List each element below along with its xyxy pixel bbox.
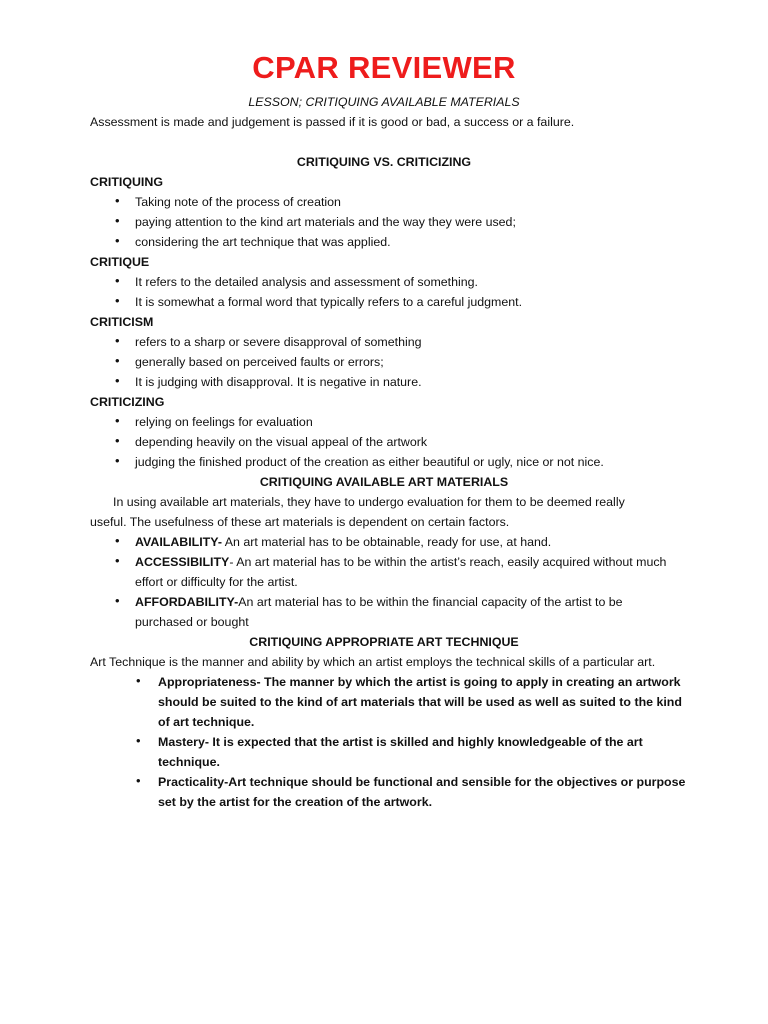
list-item: paying attention to the kind art materials and the way they were used; <box>135 215 516 229</box>
definition-continuation: effort or difficulty for the artist. <box>135 575 298 589</box>
definition-text: - An art material has to be within the artist’s reach, easily acquired without much <box>229 555 667 569</box>
section-heading-available-materials: CRITIQUING AVAILABLE ART MATERIALS <box>259 475 509 489</box>
bullet-icon: • <box>115 433 120 448</box>
heading-critique: CRITIQUE <box>90 255 150 269</box>
definition-text: An art material has to be within the financial capacity of the artist to be <box>238 595 623 609</box>
list-item-bold: Mastery- It is expected that the artist is skilled and highly knowledgeable of the art <box>158 735 643 749</box>
list-item: considering the art technique that was applied. <box>135 235 391 249</box>
bullet-icon: • <box>115 193 120 208</box>
heading-criticism: CRITICISM <box>90 315 154 329</box>
list-item-bold: should be suited to the kind of art materials that will be used as well as suited to the kind <box>158 695 682 709</box>
paragraph-line: In using available art materials, they have to undergo evaluation for them to be deemed really <box>113 495 625 509</box>
term-accessibility: ACCESSIBILITY <box>135 555 230 569</box>
paragraph-line: Art Technique is the manner and ability by which an artist employs the technical skills of a particular art. <box>90 655 656 669</box>
definition-continuation: purchased or bought <box>135 615 249 629</box>
list-item: It is somewhat a formal word that typically refers to a careful judgment. <box>135 295 523 309</box>
list-item: depending heavily on the visual appeal of the artwork <box>135 435 428 449</box>
bullet-icon: • <box>136 733 141 748</box>
list-item: refers to a sharp or severe disapproval of something <box>135 335 422 349</box>
bullet-icon: • <box>115 553 120 568</box>
term-affordability: AFFORDABILITY- <box>135 595 239 609</box>
section-heading-art-technique: CRITIQUING APPROPRIATE ART TECHNIQUE <box>249 635 519 649</box>
list-item <box>135 555 666 569</box>
bullet-icon: • <box>136 773 141 788</box>
bullet-icon: • <box>115 533 120 548</box>
bullet-icon: • <box>115 453 120 468</box>
list-item-bold: Practicality-Art technique should be functional and sensible for the objectives or purpose <box>158 775 686 789</box>
intro-text: Assessment is made and judgement is passed if it is good or bad, a success or a failure. <box>90 115 575 129</box>
list-item <box>135 535 551 549</box>
list-item-bold: technique. <box>158 755 220 769</box>
page-title: CPAR REVIEWER <box>252 50 516 85</box>
list-item: It refers to the detailed analysis and assessment of something. <box>135 275 478 289</box>
bullet-icon: • <box>115 373 120 388</box>
paragraph-line: useful. The usefulness of these art materials is dependent on certain factors. <box>90 515 510 529</box>
bullet-icon: • <box>136 673 141 688</box>
bullet-icon: • <box>115 273 120 288</box>
list-item: It is judging with disapproval. It is negative in nature. <box>135 375 422 389</box>
bullet-icon: • <box>115 593 120 608</box>
bullet-icon: • <box>115 233 120 248</box>
heading-critiquing: CRITIQUING <box>90 175 163 189</box>
list-item: judging the finished product of the creation as either beautiful or ugly, nice or not nice. <box>135 455 604 469</box>
list-item <box>135 595 623 609</box>
list-item-bold: set by the artist for the creation of the artwork. <box>158 795 433 809</box>
definition-text: An art material has to be obtainable, ready for use, at hand. <box>221 535 552 549</box>
term-availability: AVAILABILITY- <box>135 535 222 549</box>
list-item-bold: Appropriateness- The manner by which the artist is going to apply in creating an artwork <box>158 675 681 689</box>
list-item: Taking note of the process of creation <box>135 195 341 209</box>
bullet-icon: • <box>115 333 120 348</box>
list-item-bold: of art technique. <box>158 715 255 729</box>
heading-criticizing: CRITICIZING <box>90 395 165 409</box>
bullet-icon: • <box>115 213 120 228</box>
list-item: generally based on perceived faults or errors; <box>135 355 384 369</box>
bullet-icon: • <box>115 413 120 428</box>
lesson-subtitle: LESSON; CRITIQUING AVAILABLE MATERIALS <box>248 95 520 109</box>
bullet-icon: • <box>115 353 120 368</box>
list-item: relying on feelings for evaluation <box>135 415 313 429</box>
bullet-icon: • <box>115 293 120 308</box>
section-heading-critiquing-vs-criticizing: CRITIQUING VS. CRITICIZING <box>296 155 472 169</box>
